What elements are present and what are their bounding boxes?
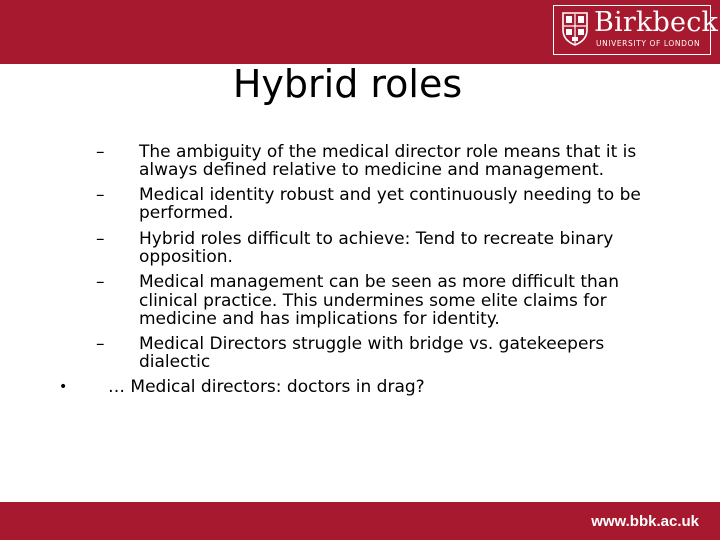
dash-marker: – bbox=[96, 229, 105, 249]
bullet-marker: • bbox=[59, 379, 68, 395]
footer-url-link[interactable]: www.bbk.ac.uk bbox=[591, 513, 699, 530]
list-item-text: performed. bbox=[139, 203, 234, 223]
dash-marker: – bbox=[96, 334, 105, 354]
dash-marker: – bbox=[96, 142, 105, 162]
dash-marker: – bbox=[96, 272, 105, 292]
list-item-text: clinical practice. This undermines some elite claims for bbox=[139, 291, 607, 311]
dash-marker: – bbox=[96, 185, 105, 205]
slide-title: Hybrid roles bbox=[232, 62, 463, 106]
list-item-text: medicine and has implications for identity. bbox=[139, 309, 500, 329]
list-item-text: Medical management can be seen as more difficult than bbox=[139, 272, 619, 292]
list-item-text: always defined relative to medicine and management. bbox=[139, 160, 605, 180]
list-item-text: … Medical directors: doctors in drag? bbox=[108, 377, 425, 397]
crest-icon bbox=[562, 12, 588, 46]
logo-subtitle: UNIVERSITY OF LONDON bbox=[596, 39, 701, 48]
footer-band bbox=[0, 502, 720, 540]
birkbeck-logo[interactable] bbox=[553, 5, 719, 55]
header-band bbox=[0, 0, 720, 64]
list-item-text: The ambiguity of the medical director role means that it is bbox=[139, 142, 637, 162]
list-item-text: Hybrid roles difficult to achieve: Tend to recreate binary bbox=[139, 229, 614, 249]
list-item-text: dialectic bbox=[139, 352, 211, 372]
logo-name: Birkbeck bbox=[594, 7, 719, 38]
list-item-text: Medical Directors struggle with bridge vs. gatekeepers bbox=[139, 334, 605, 354]
list-item-text: opposition. bbox=[139, 247, 233, 267]
list-item-text: Medical identity robust and yet continuously needing to be bbox=[139, 185, 641, 205]
